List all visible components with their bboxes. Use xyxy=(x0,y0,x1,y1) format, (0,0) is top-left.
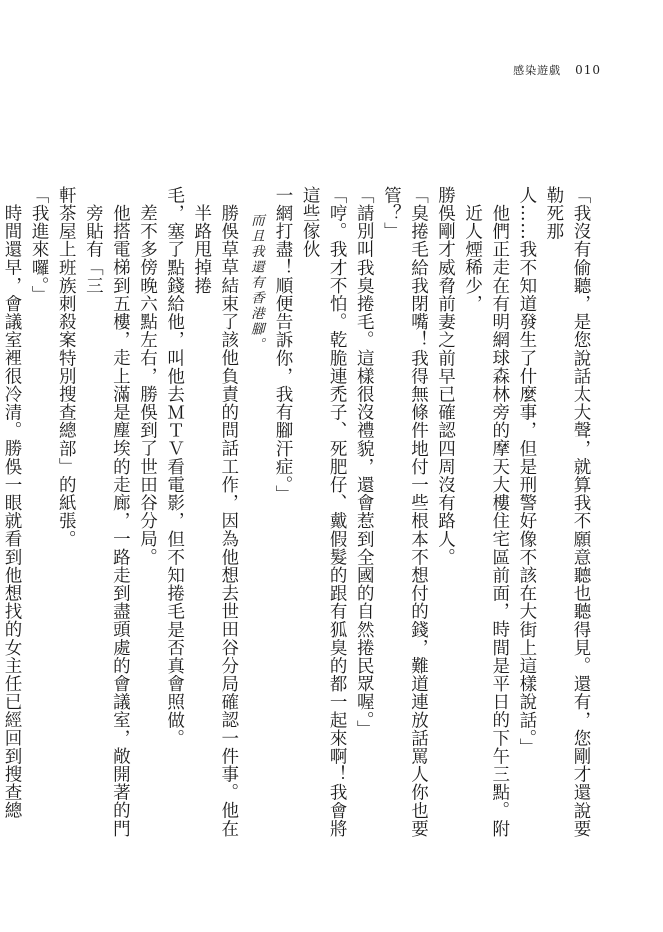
text-line: 「我沒有偷聽，是您說話太大聲，就算我不願意聽也聽得見。還有，您剛才還說要勒死那 xyxy=(543,186,591,838)
vertical-text-body xyxy=(2,186,594,846)
text-line: 一網打盡！順便告訴你，我有腳汗症。」 xyxy=(272,186,293,504)
text-line: 勝俁剛才威脅前妻之前早已確認四周沒有路人。 xyxy=(435,186,456,567)
text-line: 他搭電梯到五樓，走上滿是塵埃的走廊，一路走到盡頭處的會議室，敞開著的門旁貼有「三 xyxy=(83,203,131,837)
text-line: 軒茶屋上班族刺殺案特別搜查總部」的紙張。 xyxy=(56,186,77,548)
text-line: 「我進來囉。」 xyxy=(29,186,50,304)
text-line: 「哼。我才不怕。乾脆連禿子、死肥仔、戴假髮的跟有狐臭的都一起來啊！我會將這些傢伙 xyxy=(300,186,348,838)
text-line: 「請別叫我臭捲毛。這樣很沒禮貌，還會惹到全國的自然捲民眾喔。」 xyxy=(354,186,375,739)
page-number: 010 xyxy=(575,63,601,77)
running-header xyxy=(513,62,601,78)
text-line: 時間還早，會議室裡很冷清。勝俁一眼就看到他想找的女主任已經回到搜查總 xyxy=(2,203,23,819)
text-line: 他們正走在有明網球森林旁的摩天大樓住宅區前面，時間是平日的下午三點。附近人煙稀少， xyxy=(462,203,510,837)
inner-thought-line: 而且我還有香港腳。 xyxy=(247,213,264,353)
book-title: 感染遊戲 xyxy=(513,64,562,77)
text-line: 人……我不知道發生了什麼事，但是刑警好像不該在大街上這樣說話。」 xyxy=(516,186,537,757)
text-line: 差不多傍晚六點左右，勝俁到了世田谷分局。 xyxy=(137,203,158,566)
text-line: 「臭捲毛給我閉嘴！我得無條件地付一些根本不想付的錢，難道連放話罵人你也要管？」 xyxy=(381,186,429,838)
text-line: 勝俁草草結束了該他負責的問話工作，因為他想去世田谷分局確認一件事。他在半路甩掉捲 xyxy=(191,203,239,837)
text-line: 毛，塞了點錢給他，叫他去ＭＴＶ看電影，但不知捲毛是否真會照做。 xyxy=(164,186,185,748)
